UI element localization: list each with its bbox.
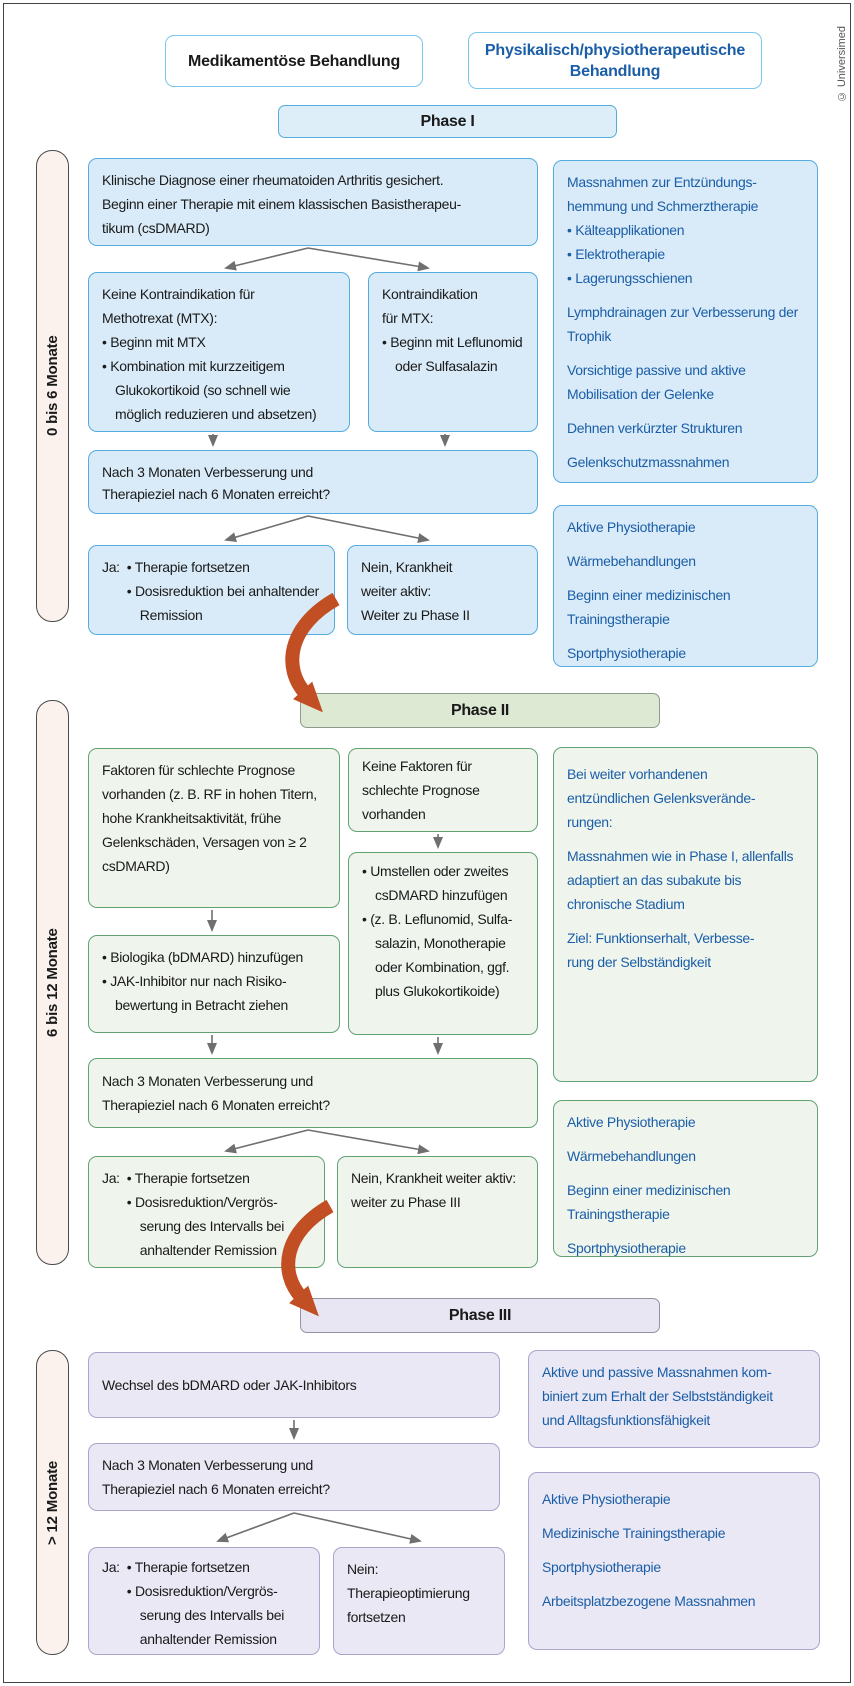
text-line: Aktive Physiotherapie — [567, 1114, 696, 1130]
text-line: Lymphdrainagen zur Verbesserung der Trophik — [567, 304, 799, 344]
text-line: Sportphysiotherapie — [542, 1559, 661, 1575]
text-line: • Biologika (bDMARD) hinzufügen — [102, 949, 304, 965]
text-line: Therapieoptimierung fortsetzen — [347, 1585, 470, 1625]
text-line: und Alltagsfunktionsfähigkeit — [542, 1412, 710, 1428]
text-line: Gelenkschutzmassnahmen — [567, 454, 730, 470]
text-line: Beginn einer Therapie mit einem klassischen Basistherapeu- — [102, 196, 461, 212]
phase3-physio-therapy-box — [528, 1472, 820, 1650]
text-line: • Dosisreduktion/Vergrösserung des Intervalls bei anhaltender Remission — [126, 1583, 285, 1647]
text-line: • Therapie fortsetzen — [126, 1559, 250, 1575]
text-line: Nein, Krankheit — [361, 559, 453, 575]
text-line: • Kombination mit kurzzeitigem Glukokortikoid (so schnell wie möglich reduzieren und absetzen) — [102, 358, 317, 422]
phase2-physio-therapy-box — [553, 1100, 818, 1257]
text-line: • Beginn mit MTX — [102, 334, 206, 350]
text-line: Massnahmen wie in Phase I, allenfalls adaptiert an das subakute bis chronische Stadium — [567, 848, 794, 912]
phase3-check-box — [88, 1443, 500, 1511]
text-line: hemmung und Schmerztherapie — [567, 198, 759, 214]
phase1-no-contraindication-box — [88, 272, 350, 432]
phase1-physio-measures-box — [553, 160, 818, 483]
text-line: Faktoren für schlechte Prognose vorhanden (z. B. RF in hohen Titern, hohe Krankheitsaktivität, frühe Gelenkschäden, Versagen von ≥ 2 csDMARD) — [102, 762, 317, 874]
medication-treatment-label: Medikamentöse Behandlung — [187, 52, 401, 70]
phase2-switch-csdmard-box — [348, 852, 538, 1035]
phase1-diagnosis-box — [88, 158, 538, 246]
text-line: entzündlichen Gelenksverände- — [567, 790, 756, 806]
phase2-no-box — [337, 1156, 538, 1268]
text-line: • Umstellen oder zweites csDMARD hinzufügen — [362, 863, 509, 903]
phase2-escalation-box — [88, 935, 340, 1033]
text-line: • Dosisreduktion/Vergrösserung des Intervalls bei anhaltender Remission — [126, 1194, 285, 1258]
text-line: Nach 3 Monaten Verbesserung und — [102, 1457, 313, 1473]
text-line: Dehnen verkürzter Strukturen — [567, 420, 743, 436]
text-line: weiter aktiv: — [361, 583, 432, 599]
text-line: Keine Kontraindikation für — [102, 286, 255, 302]
phase3-timeframe-label: > 12 Monate — [36, 1350, 69, 1655]
text-line: Sportphysiotherapie — [567, 1240, 686, 1256]
text-line: • Therapie fortsetzen — [126, 559, 250, 575]
medication-treatment-header — [165, 35, 423, 87]
text-line: Nach 3 Monaten Verbesserung und — [102, 464, 313, 480]
phase2-header: Phase II — [300, 693, 660, 728]
text-line: • Therapie fortsetzen — [126, 1170, 250, 1186]
text-line: Medizinische Trainingstherapie — [542, 1525, 726, 1541]
text-line: Klinische Diagnose einer rheumatoiden Arthritis gesichert. — [102, 172, 444, 188]
text-line: Keine Faktoren für schlechte Prognose vorhanden — [362, 758, 480, 822]
text-line: • Beginn mit Leflunomid oder Sulfasalazin — [382, 334, 523, 374]
phase1-check-box — [88, 450, 538, 514]
phase3-header: Phase III — [300, 1298, 660, 1333]
text-line: • Dosisreduktion bei anhaltender Remission — [126, 583, 319, 623]
physical-treatment-header — [468, 32, 762, 89]
text-line: weiter zu Phase III — [351, 1194, 461, 1210]
phase3-no-box — [333, 1547, 505, 1655]
text-line: Beginn einer medizinischen Trainingstherapie — [567, 587, 731, 627]
text-line: Nach 3 Monaten Verbesserung und — [102, 1073, 313, 1089]
text-line: Wechsel des bDMARD oder JAK-Inhibitors — [102, 1377, 357, 1393]
copyright-label: © Universimed — [836, 26, 848, 103]
phase1-yes-box — [88, 545, 335, 635]
phase2-yes-box — [88, 1156, 325, 1268]
physical-treatment-label-line1: Physikalisch/physiotherapeutische — [484, 41, 746, 59]
phase1-contraindication-box — [368, 272, 538, 432]
text-line: Methotrexat (MTX): — [102, 310, 218, 326]
text-line: Nein, Krankheit weiter aktiv: — [351, 1170, 516, 1186]
text-line: für MTX: — [382, 310, 434, 326]
text-line: Weiter zu Phase II — [361, 607, 470, 623]
text-line: • Kälteapplikationen — [567, 222, 685, 238]
phase1-timeframe-label: 0 bis 6 Monate — [36, 150, 69, 622]
phase2-physio-measures-box — [553, 747, 818, 1082]
text-line: rungen: — [567, 814, 613, 830]
text-line: Aktive Physiotherapie — [567, 519, 696, 535]
text-line: Bei weiter vorhandenen — [567, 766, 708, 782]
text-line: tikum (csDMARD) — [102, 220, 210, 236]
text-line: Arbeitsplatzbezogene Massnahmen — [542, 1593, 756, 1609]
text-line: Ziel: Funktionserhalt, Verbesse- — [567, 930, 755, 946]
phase3-physio-measures-box — [528, 1350, 820, 1448]
text-line: Wärmebehandlungen — [567, 553, 696, 569]
text-line: Aktive Physiotherapie — [542, 1491, 671, 1507]
phase2-timeframe-label: 6 bis 12 Monate — [36, 700, 69, 1265]
phase3-yes-label: Ja: — [102, 1559, 120, 1575]
phase3-yes-items — [127, 1555, 306, 1645]
phase2-no-risk-factors-box — [348, 748, 538, 832]
text-line: • (z. B. Leflunomid, Sulfasalazin, Monotherapie oder Kombination, ggf. plus Glukokortikoide) — [362, 911, 513, 999]
phase1-yes-items — [127, 555, 321, 625]
phase2-yes-items — [127, 1166, 311, 1258]
text-line: biniert zum Erhalt der Selbstständigkeit — [542, 1388, 773, 1404]
text-line: Massnahmen zur Entzündungs- — [567, 174, 757, 190]
text-line: Aktive und passive Massnahmen kom- — [542, 1364, 772, 1380]
physical-treatment-label-line2: Behandlung — [569, 62, 661, 80]
text-line: Wärmebehandlungen — [567, 1148, 696, 1164]
text-line: Therapieziel nach 6 Monaten erreicht? — [102, 1481, 330, 1497]
text-line: rung der Selbständigkeit — [567, 954, 711, 970]
text-line: • JAK-Inhibitor nur nach Risikobewertung in Betracht ziehen — [102, 973, 288, 1013]
phase1-no-box — [347, 545, 538, 635]
phase1-physio-therapy-box — [553, 505, 818, 667]
text-line: Kontraindikation — [382, 286, 478, 302]
text-line: Vorsichtige passive und aktive Mobilisation der Gelenke — [567, 362, 746, 402]
phase1-yes-label: Ja: — [102, 559, 120, 575]
text-line: Nein: — [347, 1561, 379, 1577]
text-line: • Elektrotherapie — [567, 246, 665, 262]
text-line: • Lagerungsschienen — [567, 270, 693, 286]
phase2-check-box — [88, 1058, 538, 1128]
phase2-yes-label: Ja: — [102, 1170, 120, 1186]
phase3-switch-bdmard-box — [88, 1352, 500, 1418]
phase2-risk-factors-box — [88, 748, 340, 908]
phase1-header: Phase I — [278, 105, 617, 138]
text-line: Therapieziel nach 6 Monaten erreicht? — [102, 486, 330, 502]
text-line: Therapieziel nach 6 Monaten erreicht? — [102, 1097, 330, 1113]
text-line: Sportphysiotherapie — [567, 645, 686, 661]
text-line: Beginn einer medizinischen Trainingstherapie — [567, 1182, 731, 1222]
phase3-yes-box — [88, 1547, 320, 1655]
